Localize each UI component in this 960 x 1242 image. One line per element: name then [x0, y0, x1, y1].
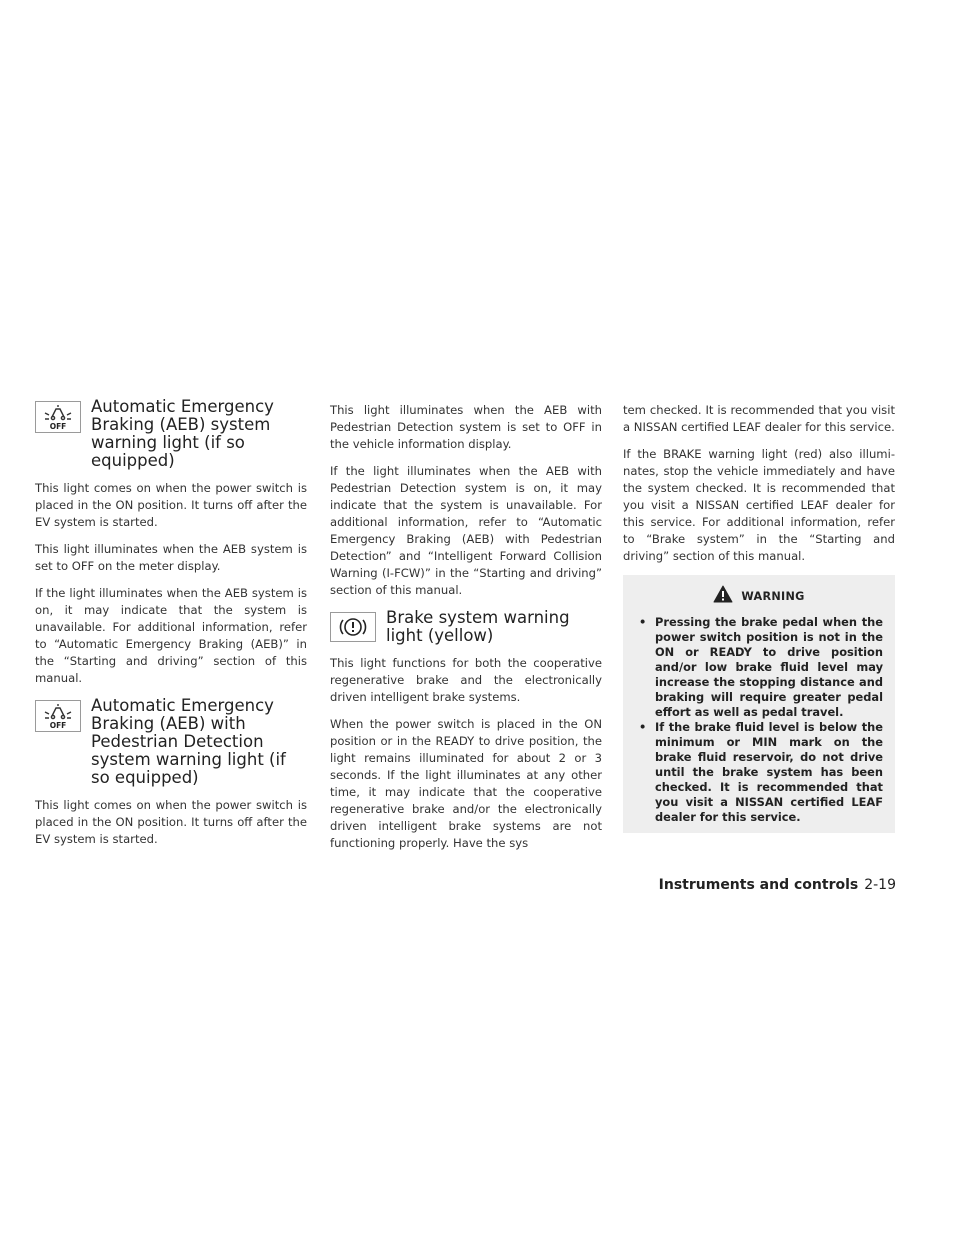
warning-box: [623, 575, 895, 833]
paragraph: If the light illuminates when the AEB with Pedestrian Detection system is on, it may indicate that the system is unavailable. For additional information, refer to “Automatic Emergency Braking (AEB) with Pedestrian Detection” and “Intelligent Forward Collision Warning (I-FCW)” in the “Starting and driving” section of this manual.: [330, 464, 602, 597]
warning-item: • If the brake fluid level is below the minimum or MIN mark on the brake fluid reservoir, do not drive until the brake system has been checked. It is recommended that you visit a NISSAN certified LEAF dealer for this service.: [639, 720, 883, 824]
svg-text:OFF: OFF: [49, 721, 67, 730]
paragraph: This light illuminates when the AEB system is set to OFF on the meter display.: [35, 542, 307, 573]
warning-item: • Pressing the brake pedal when the power switch position is not in the ON or READY to drive position and/or low brake fluid level may increase the stopping distance and braking will require greater pedal effort as well as pedal travel.: [639, 615, 883, 719]
paragraph: This light illuminates when the AEB with Pedestrian Detection system is set to OFF in the vehicle information display.: [330, 403, 602, 451]
paragraph: tem checked. It is recommended that you visit a NISSAN certified LEAF dealer for this service.: [623, 403, 895, 434]
paragraph: This light functions for both the cooperative regenerative brake and the electronically driven intelligent brake systems.: [330, 656, 602, 704]
paragraph: This light comes on when the power switch is placed in the ON position. It turns off after the EV system is started.: [35, 798, 307, 846]
warning-list: [635, 615, 883, 825]
aeb-off-icon: [35, 401, 81, 433]
warning-header: [635, 585, 883, 607]
warning-triangle-icon: [713, 585, 733, 607]
bullet: •: [639, 615, 647, 629]
paragraph: If the light illuminates when the AEB system is on, it may indicate that the system is unavailable. For additional information, refer to “Automatic Emergency Braking (AEB)” in the “Starting and driving” section of this manual.: [35, 586, 307, 685]
svg-text:OFF: OFF: [49, 422, 67, 431]
page-number: 2-19: [864, 877, 896, 893]
footer-section-title: Instruments and controls: [658, 877, 859, 893]
brake-section-title: Brake system warning light (yellow): [386, 608, 570, 645]
column-2: [330, 402, 602, 862]
aeb-section-title: Automatic Emergency Braking (AEB) system warning light (if so equipped): [91, 397, 274, 470]
page-footer: [659, 877, 896, 893]
aeb-pedestrian-section-title: Automatic Emergency Braking (AEB) with Pedestrian Detection system warning light (if so equipped): [91, 696, 286, 787]
aeb-pedestrian-off-icon: [35, 700, 81, 732]
brake-warning-icon: [330, 612, 376, 642]
aeb-pedestrian-section-heading: [35, 697, 307, 787]
aeb-section-heading: [35, 398, 307, 470]
paragraph: When the power switch is placed in the ON position or in the READY to drive position, the light remains illuminated for about 2 or 3 seconds. If the light illuminates at any other time, it may indicate that the cooperative regenerative brake and/or the electronically driven intelligent brake systems are not functioning properly. Have the sys: [330, 717, 602, 850]
column-1: [35, 398, 307, 858]
column-3: [623, 402, 895, 833]
paragraph: If the BRAKE warning light (red) also illuminates, stop the vehicle immediately and have the system checked. It is recommended that you visit a NISSAN certified LEAF dealer for this service. For additional information, refer to “Brake system” in the “Starting and driving” section of this manual.: [623, 447, 895, 563]
bullet: •: [639, 720, 647, 734]
warning-label: WARNING: [741, 589, 805, 603]
brake-section-heading: [330, 609, 602, 645]
paragraph: This light comes on when the power switch is placed in the ON position. It turns off after the EV system is started.: [35, 481, 307, 529]
